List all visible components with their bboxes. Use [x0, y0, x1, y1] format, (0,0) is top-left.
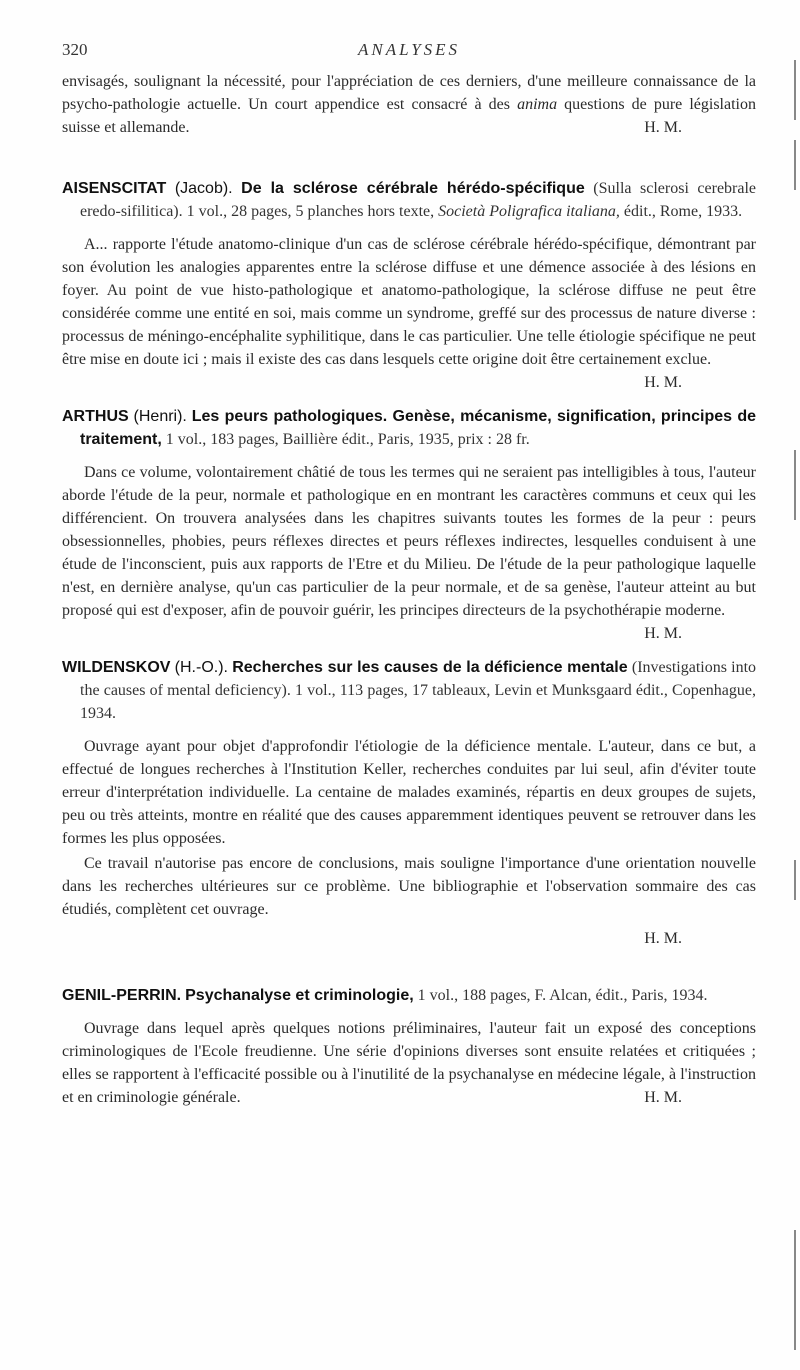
review-paragraph [62, 852, 756, 921]
entry-heading [62, 177, 756, 223]
entry-publisher: Società Poligrafica italiana, [438, 203, 620, 220]
paragraph-text: Ce travail n'autorise pas encore de conclusions, mais souligne l'importance d'une orientation nouvelle dans les recherches ultérieures sur ce problème. Une bibliographie et l'observation sommaire des cas étudiés, complètent cet ouvrage. [62, 855, 756, 918]
entry-title: De la sclérose cérébrale hérédo-spécifique [241, 180, 585, 197]
review-entry [62, 656, 756, 950]
running-header [62, 40, 756, 70]
scan-edge-mark [794, 60, 796, 120]
entry-publication: 1 vol., 188 pages, F. Alcan, édit., Paris, 1934. [417, 987, 708, 1004]
review-entries [62, 177, 756, 1109]
paragraph-text: A... rapporte l'étude anatomo-clinique d'un cas de sclérose cérébrale hérédo-spécifique, démontrant par son évolution les analogies apparentes entre la sclérose diffuse et une démence associée à des lésions en foyer. Au point de vue histo-pathologique et anatomo-pathologique, la sclérose diffuse ne peut être considérée comme une entité en soi, mais comme un syndrome, greffé sur des processus de nature diverse : processus de méningo-encéphalite syphilitique, dans le cas particulier. Une telle étiologie spécifique ne peut être mise en doute ici ; mais il existe des cas dans lesquels cette origine doit être certainement exclue. [62, 236, 756, 368]
scan-edge-mark [794, 1230, 796, 1350]
signature: H. M. [644, 1089, 682, 1106]
entry-heading [62, 656, 756, 725]
document-page [62, 40, 756, 1109]
entry-author: GENIL-PERRIN. [62, 987, 182, 1004]
entry-heading [62, 984, 756, 1007]
review-entry [62, 984, 756, 1109]
review-paragraph [62, 233, 756, 391]
entry-publication-end: édit., Rome, 1933. [619, 203, 743, 220]
entry-title: Psychanalyse et criminologie, [185, 987, 414, 1004]
paragraph-text: Dans ce volume, volontairement châtié de tous les termes qui ne seraient pas intelligibles à tous, l'auteur aborde l'étude de la peur, normale et pathologique en en montrant les caractères communs et ceux qui les différencient. On trouvera analysées dans les chapitres suivants toutes les formes de la peur : peurs obsessionnelles, phobies, peurs réflexes directes et peurs réflexes indirectes, lesquelles conduisent à une étude de l'inconscient, puis aux rapports de l'Etre et du Milieu. De l'étude de la peur pathologique laquelle n'est, en dernière analyse, qu'un cas particulier de la peur normale, et de sa genèse, l'auteur atteint au but proposé qui est d'exposer, afin de pouvoir guérir, les principes directeurs de la psychothérapie moderne. [62, 464, 756, 619]
signature: H. M. [644, 930, 682, 947]
entry-author: AISENSCITAT [62, 180, 167, 197]
scan-edge-mark [794, 450, 796, 520]
paragraph-text: Ouvrage ayant pour objet d'approfondir l'étiologie de la déficience mentale. L'auteur, dans ce but, a effectué de longues recherches à l'Institution Keller, recherches conduites par lui seul, afin d'éviter toute erreur d'interprétation individuelle. La centaine de malades examinés, répartis en deux groupes de sujets, peu ou très atteints, montre en réalité que des causes apparemment identiques peuvent se retrouver dans les formes les plus opposées. [62, 738, 756, 847]
entry-author-first-name: (Jacob). [174, 180, 233, 197]
entry-title: Recherches sur les causes de la déficience mentale [232, 659, 628, 676]
entry-heading [62, 405, 756, 451]
review-paragraph [62, 461, 756, 642]
entry-author: ARTHUS [62, 408, 129, 425]
page-number: 320 [62, 40, 88, 59]
entry-publication: 1 vol., 183 pages, Baillière édit., Paris, 1935, prix : 28 fr. [165, 431, 530, 448]
running-title: ANALYSES [357, 40, 461, 59]
entry-author-first-name: (H.-O.). [174, 659, 228, 676]
entry-title: Les peurs pathologiques. Genèse, mécanisme, signification, principes de traitement, [80, 408, 757, 448]
review-entry [62, 405, 757, 642]
signature: H. M. [644, 374, 682, 391]
review-paragraph [62, 735, 756, 850]
entry-author: WILDENSKOV [62, 659, 171, 676]
entry-publication: (Sulla sclerosi cerebrale eredo-sifilitica). 1 vol., 28 pages, 5 planches hors texte, [80, 180, 757, 220]
paragraph-text: Ouvrage dans lequel après quelques notions préliminaires, l'auteur fait un exposé des conceptions criminologiques de l'Ecole freudienne. Une série d'opinions diverses sont ensuite relatées et critiquées ; elles se rapportent à l'efficacité possible ou à l'inutilité de la psychanalyse en médecine légale, à l'instruction et en criminologie générale. [62, 1020, 756, 1106]
entry-author-first-name: (Henri). [133, 408, 187, 425]
signature: H. M. [644, 119, 682, 136]
review-paragraph [62, 1017, 756, 1109]
intro-paragraph: envisagés, soulignant la nécessité, pour l'appréciation de ces derniers, d'une meilleure connaissance de la psycho-pathologie actuelle. Un court appendice est consacré à des anima questions de pure législation suisse et allemande. H. M. [62, 70, 756, 139]
entry-publication: (Investigations into the causes of mental deficiency). 1 vol., 113 pages, 17 tableaux, Levin et Munksgaard édit., Copenhague, 1934. [80, 659, 757, 722]
scan-edge-mark [794, 860, 796, 900]
review-entry [62, 177, 757, 391]
signature: H. M. [644, 625, 682, 642]
scan-edge-mark [794, 140, 796, 190]
